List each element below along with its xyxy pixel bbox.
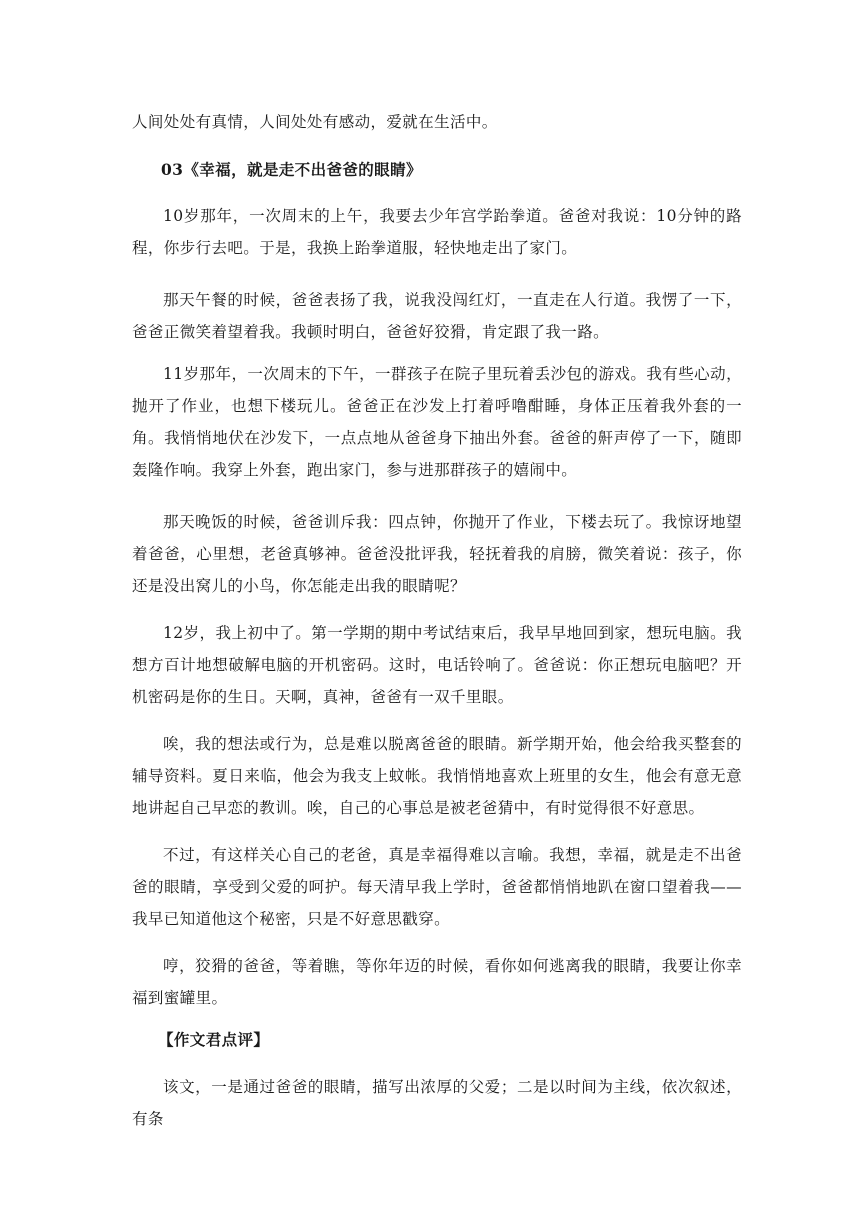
paragraph: 10岁那年，一次周末的上午，我要去少年宫学跆拳道。爸爸对我说：10分钟的路程，你步行去吧。于是，我换上跆拳道服，轻快地走出了家门。 [132,207,742,257]
paragraph: 11岁那年，一次周末的下午，一群孩子在院子里玩着丢沙包的游戏。我有些心动，抛开了作业，也想下楼玩儿。爸爸正在沙发上打着呼噜酣睡，身体正压着我外套的一角。我悄悄地伏在沙发下，一点点地从爸爸身下抽出外套。爸爸的鼾声停了一下，随即轰隆作响。我穿上外套，跑出家门，参与进那群孩子的嬉闹中。 [132,365,742,479]
paragraph: 12岁，我上初中了。第一学期的期中考试结束后，我早早地回到家，想玩电脑。我想方百计地想破解电脑的开机密码。这时，电话铃响了。爸爸说：你正想玩电脑吧？开机密码是你的生日。天啊，真神，爸爸有一双千里眼。 [132,624,742,706]
paragraph: 唉，我的想法或行为，总是难以脱离爸爸的眼睛。新学期开始，他会给我买整套的辅导资料。夏日来临，他会为我支上蚊帐。我悄悄地喜欢上班里的女生，他会有意无意地讲起自己早恋的教训。唉，自己的心事总是被老爸猜中，有时觉得很不好意思。 [132,735,742,817]
closing-line: 人间处处有真情，人间处处有感动，爱就在生活中。 [132,113,498,131]
essay-title: 03《幸福，就是走不出爸爸的眼睛》 [161,160,422,179]
paragraph: 哼，狡猾的爸爸，等着瞧，等你年迈的时候，看你如何逃离我的眼睛，我要让你幸福到蜜罐里。 [132,957,742,1007]
paragraph: 该文，一是通过爸爸的眼睛，描写出浓厚的父爱；二是以时间为主线，依次叙述，有条 [132,1078,742,1128]
commentary-heading: 【作文君点评】 [158,1030,270,1049]
paragraph: 那天午餐的时候，爸爸表扬了我，说我没闯红灯，一直走在人行道。我愣了一下，爸爸正微笑着望着我。我顿时明白，爸爸好狡猾，肯定跟了我一路。 [132,291,742,341]
paragraph: 不过，有这样关心自己的老爸，真是幸福得难以言喻。我想，幸福，就是走不出爸爸的眼睛，享受到父爱的呵护。每天清早我上学时，爸爸都悄悄地趴在窗口望着我——我早已知道他这个秘密，只是不好意思戳穿。 [132,846,742,928]
paragraph: 那天晚饭的时候，爸爸训斥我：四点钟，你抛开了作业，下楼去玩了。我惊讶地望着爸爸，心里想，老爸真够神。爸爸没批评我，轻抚着我的肩膀，微笑着说：孩子，你还是没出窝儿的小鸟，你怎能走出我的眼睛呢？ [132,513,742,595]
